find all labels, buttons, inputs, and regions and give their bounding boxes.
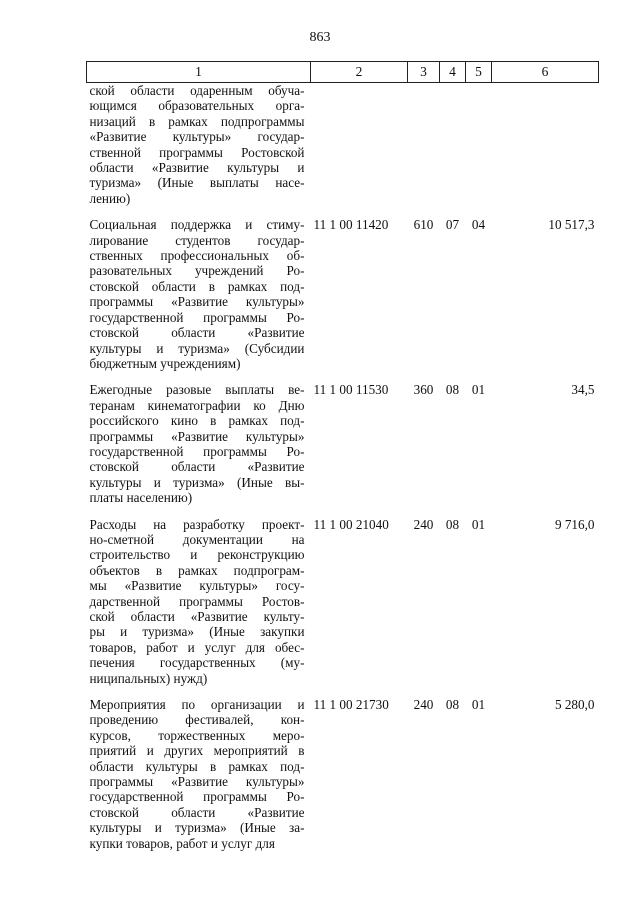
- row-subsection: 04: [471, 217, 486, 233]
- description-line: программы «Развитие культуры»: [89, 774, 305, 790]
- row-description: [87, 697, 311, 851]
- row-description: [87, 83, 311, 218]
- row-amount: 34,5: [571, 382, 595, 398]
- row-expense-type: 610: [413, 217, 434, 233]
- row-expense-type: 360: [413, 382, 434, 398]
- description-line: теранам кинематографии ко Дню: [89, 397, 305, 413]
- description-line: стовской области «Развитие: [89, 325, 305, 341]
- header-row: [87, 62, 599, 83]
- description-line: Мероприятия по организации и: [89, 697, 305, 713]
- description-line: государственной программы Ро-: [89, 789, 305, 805]
- row-amount: 5 280,0: [554, 697, 595, 713]
- row-target-code: 11 1 00 11420: [313, 217, 389, 233]
- row-expense-type: 240: [413, 697, 434, 713]
- description-line: ской области одаренным обуча-: [89, 83, 305, 98]
- table-row: [87, 217, 599, 382]
- description-line: Ежегодные разовые выплаты ве-: [89, 382, 305, 398]
- row-subsection: 01: [471, 516, 486, 532]
- description-line: Социальная поддержка и стиму-: [89, 217, 305, 233]
- description-line: печения государственных (му-: [89, 655, 305, 671]
- table-row: [87, 83, 599, 218]
- description-line: культуры и туризма» (Иные вы-: [89, 474, 305, 490]
- description-line: культуры и туризма» (Субсидии: [89, 340, 305, 356]
- header-col-1: 1: [87, 62, 311, 83]
- description-line: государственной программы Ро-: [89, 443, 305, 459]
- description-line: культуры и туризма» (Иные за-: [89, 820, 305, 836]
- description-line: ской области «Развитие культу-: [89, 609, 305, 624]
- description-line: приятий и других мероприятий в: [89, 743, 305, 759]
- row-section: [440, 83, 466, 218]
- header-col-4: 4: [440, 62, 466, 83]
- page-number: 863: [309, 30, 331, 45]
- description-line: платы населению): [89, 490, 193, 506]
- table-row: [87, 697, 599, 851]
- description-line: дарственной программы Ростов-: [89, 593, 305, 609]
- description-line: курсов, торжественных меро-: [89, 727, 305, 743]
- row-amount: [492, 83, 599, 218]
- description-line: российского кино в рамках под-: [89, 413, 305, 429]
- description-line: стовской области в рамках под-: [89, 278, 305, 294]
- row-target-code: 11 1 00 21730: [313, 697, 389, 713]
- row-description: [87, 517, 311, 697]
- row-section: 08: [445, 697, 460, 713]
- header-col-3: 3: [408, 62, 440, 83]
- description-line: области культуры в рамках под-: [89, 758, 305, 774]
- description-line: программы «Развитие культуры»: [89, 428, 305, 444]
- row-description: [87, 217, 311, 382]
- description-line: ющимся образовательных орга-: [89, 98, 305, 114]
- row-target-code: 11 1 00 21040: [313, 516, 389, 532]
- row-subsection: 01: [471, 382, 486, 398]
- description-line: строительство и реконструкцию: [89, 547, 305, 563]
- description-line: мы «Развитие культуры» госу-: [89, 578, 305, 594]
- row-expense-type: 240: [413, 516, 434, 532]
- budget-table: [86, 61, 599, 851]
- table-row: [87, 517, 599, 697]
- description-line: государственной программы Ро-: [89, 309, 305, 325]
- description-line: но-сметной документации на: [89, 531, 305, 547]
- description-line: лению): [89, 190, 131, 206]
- table-body: [87, 83, 599, 852]
- row-amount: 9 716,0: [554, 516, 595, 532]
- row-section: 08: [445, 516, 460, 532]
- description-line: объектов в рамках подпрограм-: [89, 562, 305, 578]
- description-line: области «Развитие культуры и: [89, 160, 305, 176]
- row-description: [87, 382, 311, 516]
- row-subsection: 01: [471, 697, 486, 713]
- description-line: ры и туризма» (Иные закупки: [89, 624, 305, 640]
- description-line: товаров, работ и услуг для обес-: [89, 639, 305, 655]
- row-target-code: [311, 83, 408, 218]
- row-section: 07: [445, 217, 460, 233]
- description-line: программы «Развитие культуры»: [89, 294, 305, 310]
- row-expense-type: [408, 83, 440, 218]
- table-row: [87, 382, 599, 516]
- description-line: ственных профессиональных об-: [89, 248, 305, 264]
- description-line: стовской области «Развитие: [89, 804, 305, 820]
- description-line: стовской области «Развитие: [89, 459, 305, 475]
- description-line: ниципальных) нужд): [89, 670, 208, 686]
- description-line: низаций в рамках подпрограммы: [89, 113, 305, 129]
- description-line: Расходы на разработку проект-: [89, 516, 305, 532]
- row-section: 08: [445, 382, 460, 398]
- description-line: проведению фестивалей, кон-: [89, 712, 305, 728]
- description-line: купки товаров, работ и услуг для: [89, 835, 275, 851]
- row-amount: 10 517,3: [548, 217, 595, 233]
- description-line: «Развитие культуры» государ-: [89, 129, 305, 145]
- row-subsection: [466, 83, 492, 218]
- description-line: лирование студентов государ-: [89, 232, 305, 248]
- header-col-6: 6: [492, 62, 599, 83]
- description-line: бюджетным учреждениям): [89, 355, 241, 371]
- header-col-2: 2: [311, 62, 408, 83]
- description-line: разовательных учреждений Ро-: [89, 263, 305, 279]
- header-col-5: 5: [466, 62, 492, 83]
- description-line: ственной программы Ростовской: [89, 144, 305, 160]
- row-target-code: 11 1 00 11530: [313, 382, 389, 398]
- description-line: туризма» (Иные выплаты насе-: [89, 175, 305, 191]
